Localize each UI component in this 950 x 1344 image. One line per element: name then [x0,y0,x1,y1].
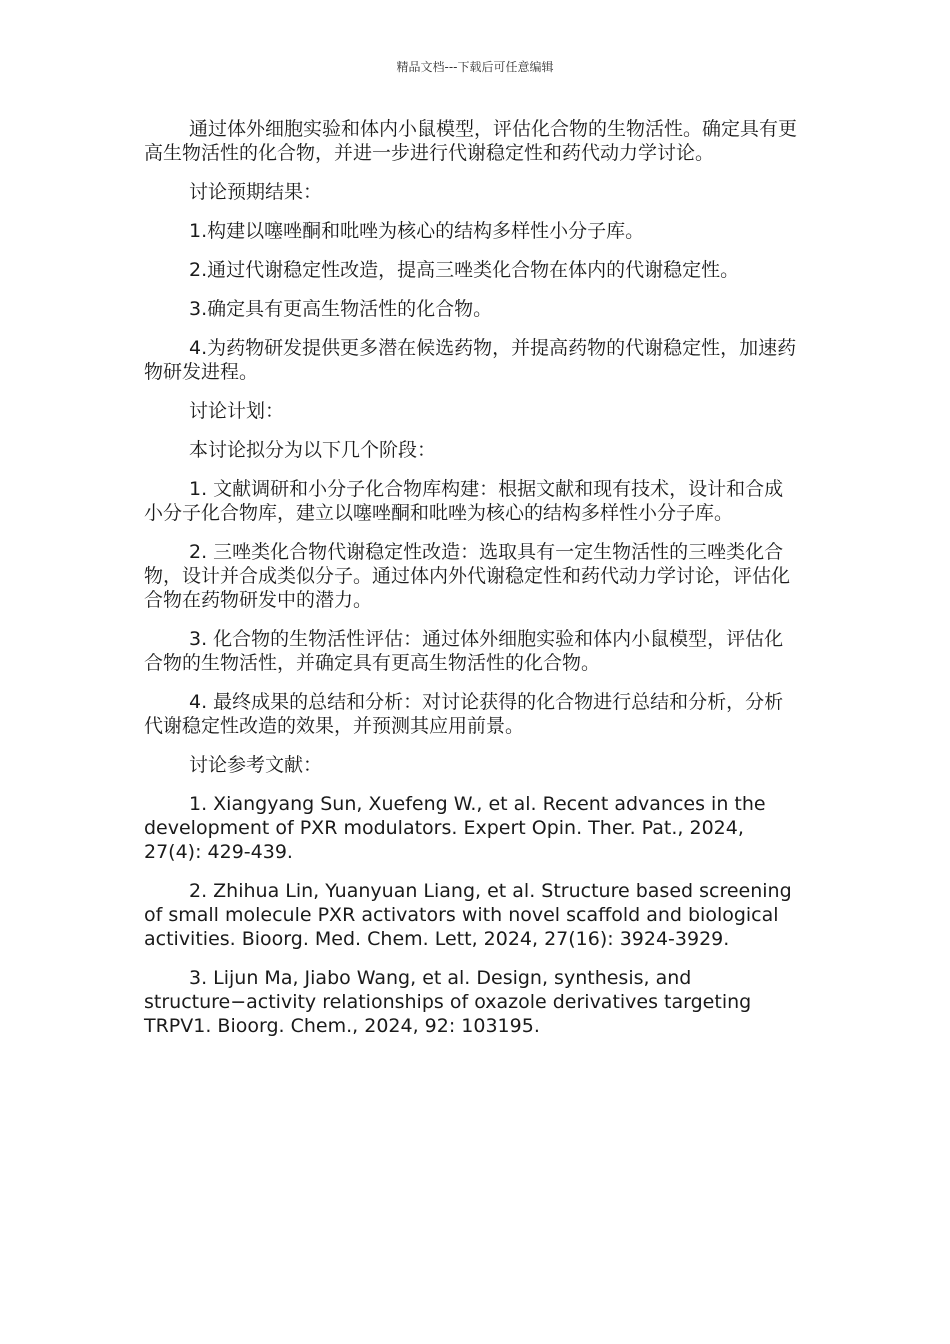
paragraph-bioactivity-evaluation: 通过体外细胞实验和体内小鼠模型，评估化合物的生物活性。确定具有更高生物活性的化合物，并进一步进行代谢稳定性和药代动力学讨论。 [144,118,798,164]
reference-2: 2. Zhihua Lin, Yuanyuan Liang, et al. Structure based screening of small molecule PXR activators with novel scaffold and biological activities. Bioorg. Med. Chem. Lett, 2024, 27(16): 3924-3929. [144,880,792,950]
expected-result-1: 1.构建以噻唑酮和吡唑为核心的结构多样性小分子库。 [189,220,645,242]
expected-result-2: 2.通过代谢稳定性改造，提高三唑类化合物在体内的代谢稳定性。 [189,259,740,281]
heading-expected-results: 讨论预期结果： [189,181,323,203]
plan-stage-3: 3. 化合物的生物活性评估：通过体外细胞实验和体内小鼠模型，评估化合物的生物活性，并确定具有更高生物活性的化合物。 [144,628,784,674]
expected-result-4: 4.为药物研发提供更多潜在候选药物，并提高药物的代谢稳定性，加速药物研发进程。 [144,337,797,383]
page-header: 精品文档---下载后可任意编辑 [396,60,554,74]
plan-stage-1: 1. 文献调研和小分子化合物库构建：根据文献和现有技术，设计和合成小分子化合物库，建立以噻唑酮和吡唑为核心的结构多样性小分子库。 [144,478,784,524]
reference-3: 3. Lijun Ma, Jiabo Wang, et al. Design, synthesis, and structure−activity relationships of oxazole derivatives targeting TRPV1. Bioorg. Chem., 2024, 92: 103195. [144,967,752,1037]
document-body [144,117,798,1053]
reference-1: 1. Xiangyang Sun, Xuefeng W., et al. Recent advances in the development of PXR modulators. Expert Opin. Ther. Pat., 2024, 27(4): 429-439. [144,793,766,863]
heading-research-plan: 讨论计划： [189,400,285,422]
heading-references: 讨论参考文献： [189,754,323,776]
plan-stage-2: 2. 三唑类化合物代谢稳定性改造：选取具有一定生物活性的三唑类化合物，设计并合成类似分子。通过体内外代谢稳定性和药代动力学讨论，评估化合物在药物研发中的潜力。 [144,541,791,611]
plan-stage-4: 4. 最终成果的总结和分析：对讨论获得的化合物进行总结和分析，分析代谢稳定性改造的效果，并预测其应用前景。 [144,691,784,737]
plan-intro: 本讨论拟分为以下几个阶段： [189,439,437,461]
expected-result-3: 3.确定具有更高生物活性的化合物。 [189,298,493,320]
